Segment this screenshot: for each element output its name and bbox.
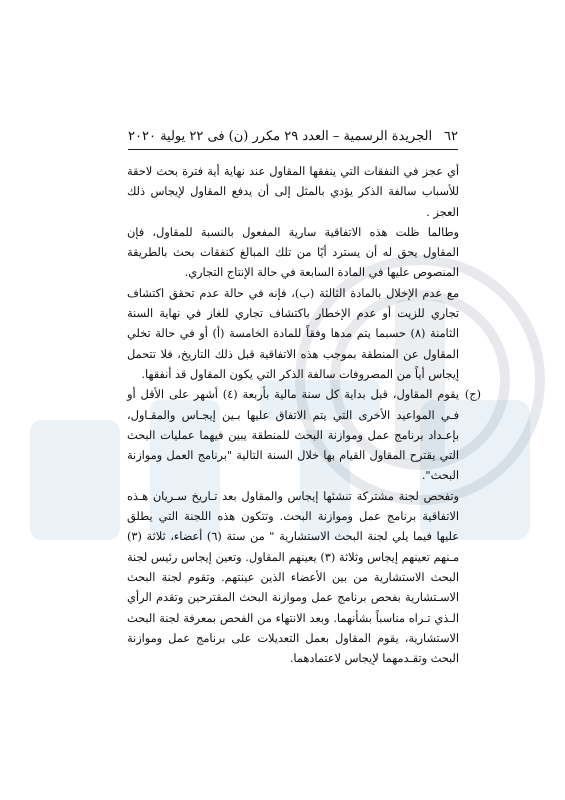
clause-marker: (ج) xyxy=(464,388,481,402)
paragraph-recovery: وطالما ظلت هذه الاتفاقية سارية المفعول بالنسبة للمقاول، فإن المقاول يحق له أن يسترد أيًا من تلك المبالغ كنفقات بحث بالطريقة المنصوص عليها في المادة السابعة في حالة الإنتاج التجاري. xyxy=(127,225,459,280)
document-body xyxy=(127,162,481,669)
clause-text: يقوم المقاول، قبل بداية كل سنة مالية بأربعة (٤) أشهر على الأقل أو فـي المواعيد الأخرى التي يتم الاتفاق عليها بـين إيجـاس والمقـاول، بإعـداد برنامج عمل وموازنة البحث للمنطقة يبين فيهما عمليات البحث التي يقترح المقاول القيام بها خلال السنة التالية "برنامج العمل وموازنة البحث". xyxy=(127,388,459,483)
header-rule xyxy=(128,149,458,150)
header-title: الجريدة الرسمية – العدد ٢٩ مكرر (ن) فى ٢٢ يولية ٢٠٢٠ xyxy=(128,128,433,144)
page-number: ٦٢ xyxy=(444,128,458,144)
clause-item-c xyxy=(127,385,481,486)
paragraph-no-discovery: مع عدم الإخلال بالمادة الثالثة (ب)، فإنه في حالة عدم تحقق اكتشاف تجاري للزيت أو عدم الإخطار باكتشاف تجاري للغاز في نهاية السنة الثامنة (٨) حسبما يتم مدها وفقاً للمادة الخامسة (أ) أو في حالة تخلي المقاول عن المنطقة بموجب هذه الاتفاقية قبل ذلك التاريخ، فلا تتحمل إيجاس أياً من المصروفات سالفة الذكر التي يكون المقاول قد أنفقها. xyxy=(127,286,459,381)
paragraph-committee: وتفحص لجنة مشتركة تنشئها إيجاس والمقاول بعد تـاريخ سـريان هـذه الاتفاقية برنامج عمل وموازنة البحث. وتتكون هذه اللجنة التي يطلق عليها فيما يلي لجنة البحث الاستشارية " من ستة (٦) أعضاء، ثلاثة (٣) مـنهم تعينهم إيجاس وثلاثة (٣) يعينهم المقاول. وتعين إيجاس رئيس لجنة البحث الاستشارية من بين الأعضاء الذين عينتهم. وتقوم لجنة البحث الاسـتشارية بفحص برنامج عمل وموازنة البحث المقترحين وتقدم الرأي الـذي تـراه مناسباً بشأنهما. وبعد الانتهاء من الفحص بمعرفة لجنة البحث الاستشارية، يقوم المقاول بعمل التعديلات على برنامج عمل وموازنة البحث وتقـدمهما لإيجاس لاعتمادهما. xyxy=(127,489,459,666)
page-header xyxy=(128,124,458,148)
paragraph-deficit: أي عجز في النفقات التي ينفقها المقاول عند نهاية أية فترة بحث لاحقة للأسباب سالفة الذكر يؤدي بالمثل إلى أن يدفع المقاول لإيجاس ذلك العجز . xyxy=(127,165,459,219)
